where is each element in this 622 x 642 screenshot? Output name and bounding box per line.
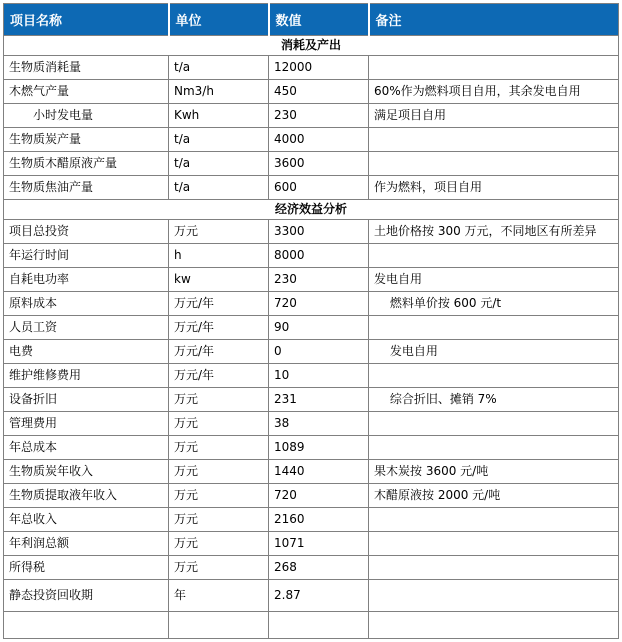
cell-item-name: 年总收入 bbox=[4, 508, 169, 532]
table-row bbox=[4, 460, 619, 484]
cell-unit: 万元 bbox=[169, 412, 269, 436]
table-header-row bbox=[4, 4, 619, 36]
cell-value: 600 bbox=[269, 176, 369, 200]
cell-item-name: 管理费用 bbox=[4, 412, 169, 436]
table-row bbox=[4, 220, 619, 244]
cell-value: 0 bbox=[269, 340, 369, 364]
table-row bbox=[4, 316, 619, 340]
cell-item-name: 电费 bbox=[4, 340, 169, 364]
cell-item-name: 年利润总额 bbox=[4, 532, 169, 556]
cell-value: 1440 bbox=[269, 460, 369, 484]
cell-unit: 万元 bbox=[169, 436, 269, 460]
cell-remark bbox=[369, 316, 619, 340]
cell-remark bbox=[369, 128, 619, 152]
cell-remark bbox=[369, 364, 619, 388]
cell-remark bbox=[369, 612, 619, 639]
cell-remark: 作为燃料，项目自用 bbox=[369, 176, 619, 200]
cell-item-name: 生物质炭产量 bbox=[4, 128, 169, 152]
cell-item-name: 维护维修费用 bbox=[4, 364, 169, 388]
cell-item-name: 项目总投资 bbox=[4, 220, 169, 244]
cell-value: 38 bbox=[269, 412, 369, 436]
cell-item-name: 生物质焦油产量 bbox=[4, 176, 169, 200]
cell-unit: h bbox=[169, 244, 269, 268]
cell-remark: 发电自用 bbox=[369, 340, 619, 364]
cell-item-name: 人员工资 bbox=[4, 316, 169, 340]
table-row bbox=[4, 292, 619, 316]
cell-remark bbox=[369, 556, 619, 580]
cell-remark bbox=[369, 412, 619, 436]
cell-value: 90 bbox=[269, 316, 369, 340]
table-row bbox=[4, 340, 619, 364]
cell-value: 230 bbox=[269, 268, 369, 292]
cell-item-name: 生物质炭年收入 bbox=[4, 460, 169, 484]
table-row bbox=[4, 412, 619, 436]
table-row bbox=[4, 388, 619, 412]
cell-remark: 燃料单价按 600 元/t bbox=[369, 292, 619, 316]
cell-item-name: 年总成本 bbox=[4, 436, 169, 460]
cell-item-name: 原料成本 bbox=[4, 292, 169, 316]
cell-item-name: 生物质消耗量 bbox=[4, 56, 169, 80]
cell-remark bbox=[369, 508, 619, 532]
column-header-unit: 单位 bbox=[169, 4, 269, 36]
cell-value: 2.87 bbox=[269, 580, 369, 612]
cell-remark bbox=[369, 532, 619, 556]
cell-remark: 土地价格按 300 万元，不同地区有所差异 bbox=[369, 220, 619, 244]
cell-value: 720 bbox=[269, 292, 369, 316]
cell-remark: 满足项目自用 bbox=[369, 104, 619, 128]
cell-unit: t/a bbox=[169, 56, 269, 80]
cell-item-name: 小时发电量 bbox=[4, 104, 169, 128]
cell-item-name bbox=[4, 612, 169, 639]
table-row bbox=[4, 128, 619, 152]
column-header-item-name: 项目名称 bbox=[4, 4, 169, 36]
cell-item-name: 生物质提取液年收入 bbox=[4, 484, 169, 508]
cell-unit: t/a bbox=[169, 152, 269, 176]
cell-value: 231 bbox=[269, 388, 369, 412]
cell-item-name: 所得税 bbox=[4, 556, 169, 580]
cell-remark bbox=[369, 56, 619, 80]
cell-value: 12000 bbox=[269, 56, 369, 80]
cell-unit: t/a bbox=[169, 176, 269, 200]
cell-item-name: 木燃气产量 bbox=[4, 80, 169, 104]
table-row bbox=[4, 268, 619, 292]
table-body bbox=[4, 36, 619, 639]
cell-value: 230 bbox=[269, 104, 369, 128]
empty-row bbox=[4, 612, 619, 639]
table-row bbox=[4, 152, 619, 176]
cell-remark: 木醋原液按 2000 元/吨 bbox=[369, 484, 619, 508]
cell-unit: t/a bbox=[169, 128, 269, 152]
cell-remark: 果木炭按 3600 元/吨 bbox=[369, 460, 619, 484]
table-row bbox=[4, 532, 619, 556]
cell-remark: 综合折旧、摊销 7% bbox=[369, 388, 619, 412]
cell-unit: 年 bbox=[169, 580, 269, 612]
cell-remark bbox=[369, 244, 619, 268]
section-row bbox=[4, 200, 619, 220]
section-title: 经济效益分析 bbox=[4, 200, 619, 220]
cell-unit: 万元 bbox=[169, 532, 269, 556]
table-row bbox=[4, 484, 619, 508]
table-row bbox=[4, 80, 619, 104]
cell-unit: 万元 bbox=[169, 220, 269, 244]
cell-item-name: 静态投资回收期 bbox=[4, 580, 169, 612]
cell-value: 450 bbox=[269, 80, 369, 104]
cell-unit: 万元/年 bbox=[169, 340, 269, 364]
cell-unit: Kwh bbox=[169, 104, 269, 128]
cell-unit: 万元 bbox=[169, 556, 269, 580]
cell-value: 720 bbox=[269, 484, 369, 508]
column-header-remark: 备注 bbox=[369, 4, 619, 36]
cell-unit: 万元/年 bbox=[169, 316, 269, 340]
table-row bbox=[4, 56, 619, 80]
cell-value: 1089 bbox=[269, 436, 369, 460]
cell-remark bbox=[369, 152, 619, 176]
cell-value: 3300 bbox=[269, 220, 369, 244]
cell-remark bbox=[369, 436, 619, 460]
cell-value: 8000 bbox=[269, 244, 369, 268]
table-row bbox=[4, 436, 619, 460]
cell-value bbox=[269, 612, 369, 639]
cell-unit: kw bbox=[169, 268, 269, 292]
project-table bbox=[3, 3, 619, 639]
cell-item-name: 设备折旧 bbox=[4, 388, 169, 412]
table-row bbox=[4, 104, 619, 128]
cell-unit: 万元 bbox=[169, 460, 269, 484]
cell-value: 4000 bbox=[269, 128, 369, 152]
cell-unit: Nm3/h bbox=[169, 80, 269, 104]
table-row bbox=[4, 508, 619, 532]
cell-unit bbox=[169, 612, 269, 639]
cell-remark: 发电自用 bbox=[369, 268, 619, 292]
column-header-value: 数值 bbox=[269, 4, 369, 36]
table-row bbox=[4, 176, 619, 200]
table-row bbox=[4, 364, 619, 388]
table-row bbox=[4, 244, 619, 268]
section-title: 消耗及产出 bbox=[4, 36, 619, 56]
cell-value: 1071 bbox=[269, 532, 369, 556]
cell-item-name: 自耗电功率 bbox=[4, 268, 169, 292]
cell-unit: 万元/年 bbox=[169, 292, 269, 316]
cell-unit: 万元/年 bbox=[169, 364, 269, 388]
cell-unit: 万元 bbox=[169, 508, 269, 532]
cell-remark bbox=[369, 580, 619, 612]
cell-value: 10 bbox=[269, 364, 369, 388]
cell-unit: 万元 bbox=[169, 484, 269, 508]
cell-value: 3600 bbox=[269, 152, 369, 176]
cell-remark: 60%作为燃料项目自用，其余发电自用 bbox=[369, 80, 619, 104]
cell-value: 2160 bbox=[269, 508, 369, 532]
cell-item-name: 年运行时间 bbox=[4, 244, 169, 268]
cell-unit: 万元 bbox=[169, 388, 269, 412]
cell-item-name: 生物质木醋原液产量 bbox=[4, 152, 169, 176]
table-row bbox=[4, 580, 619, 612]
table-row bbox=[4, 556, 619, 580]
section-row bbox=[4, 36, 619, 56]
cell-value: 268 bbox=[269, 556, 369, 580]
